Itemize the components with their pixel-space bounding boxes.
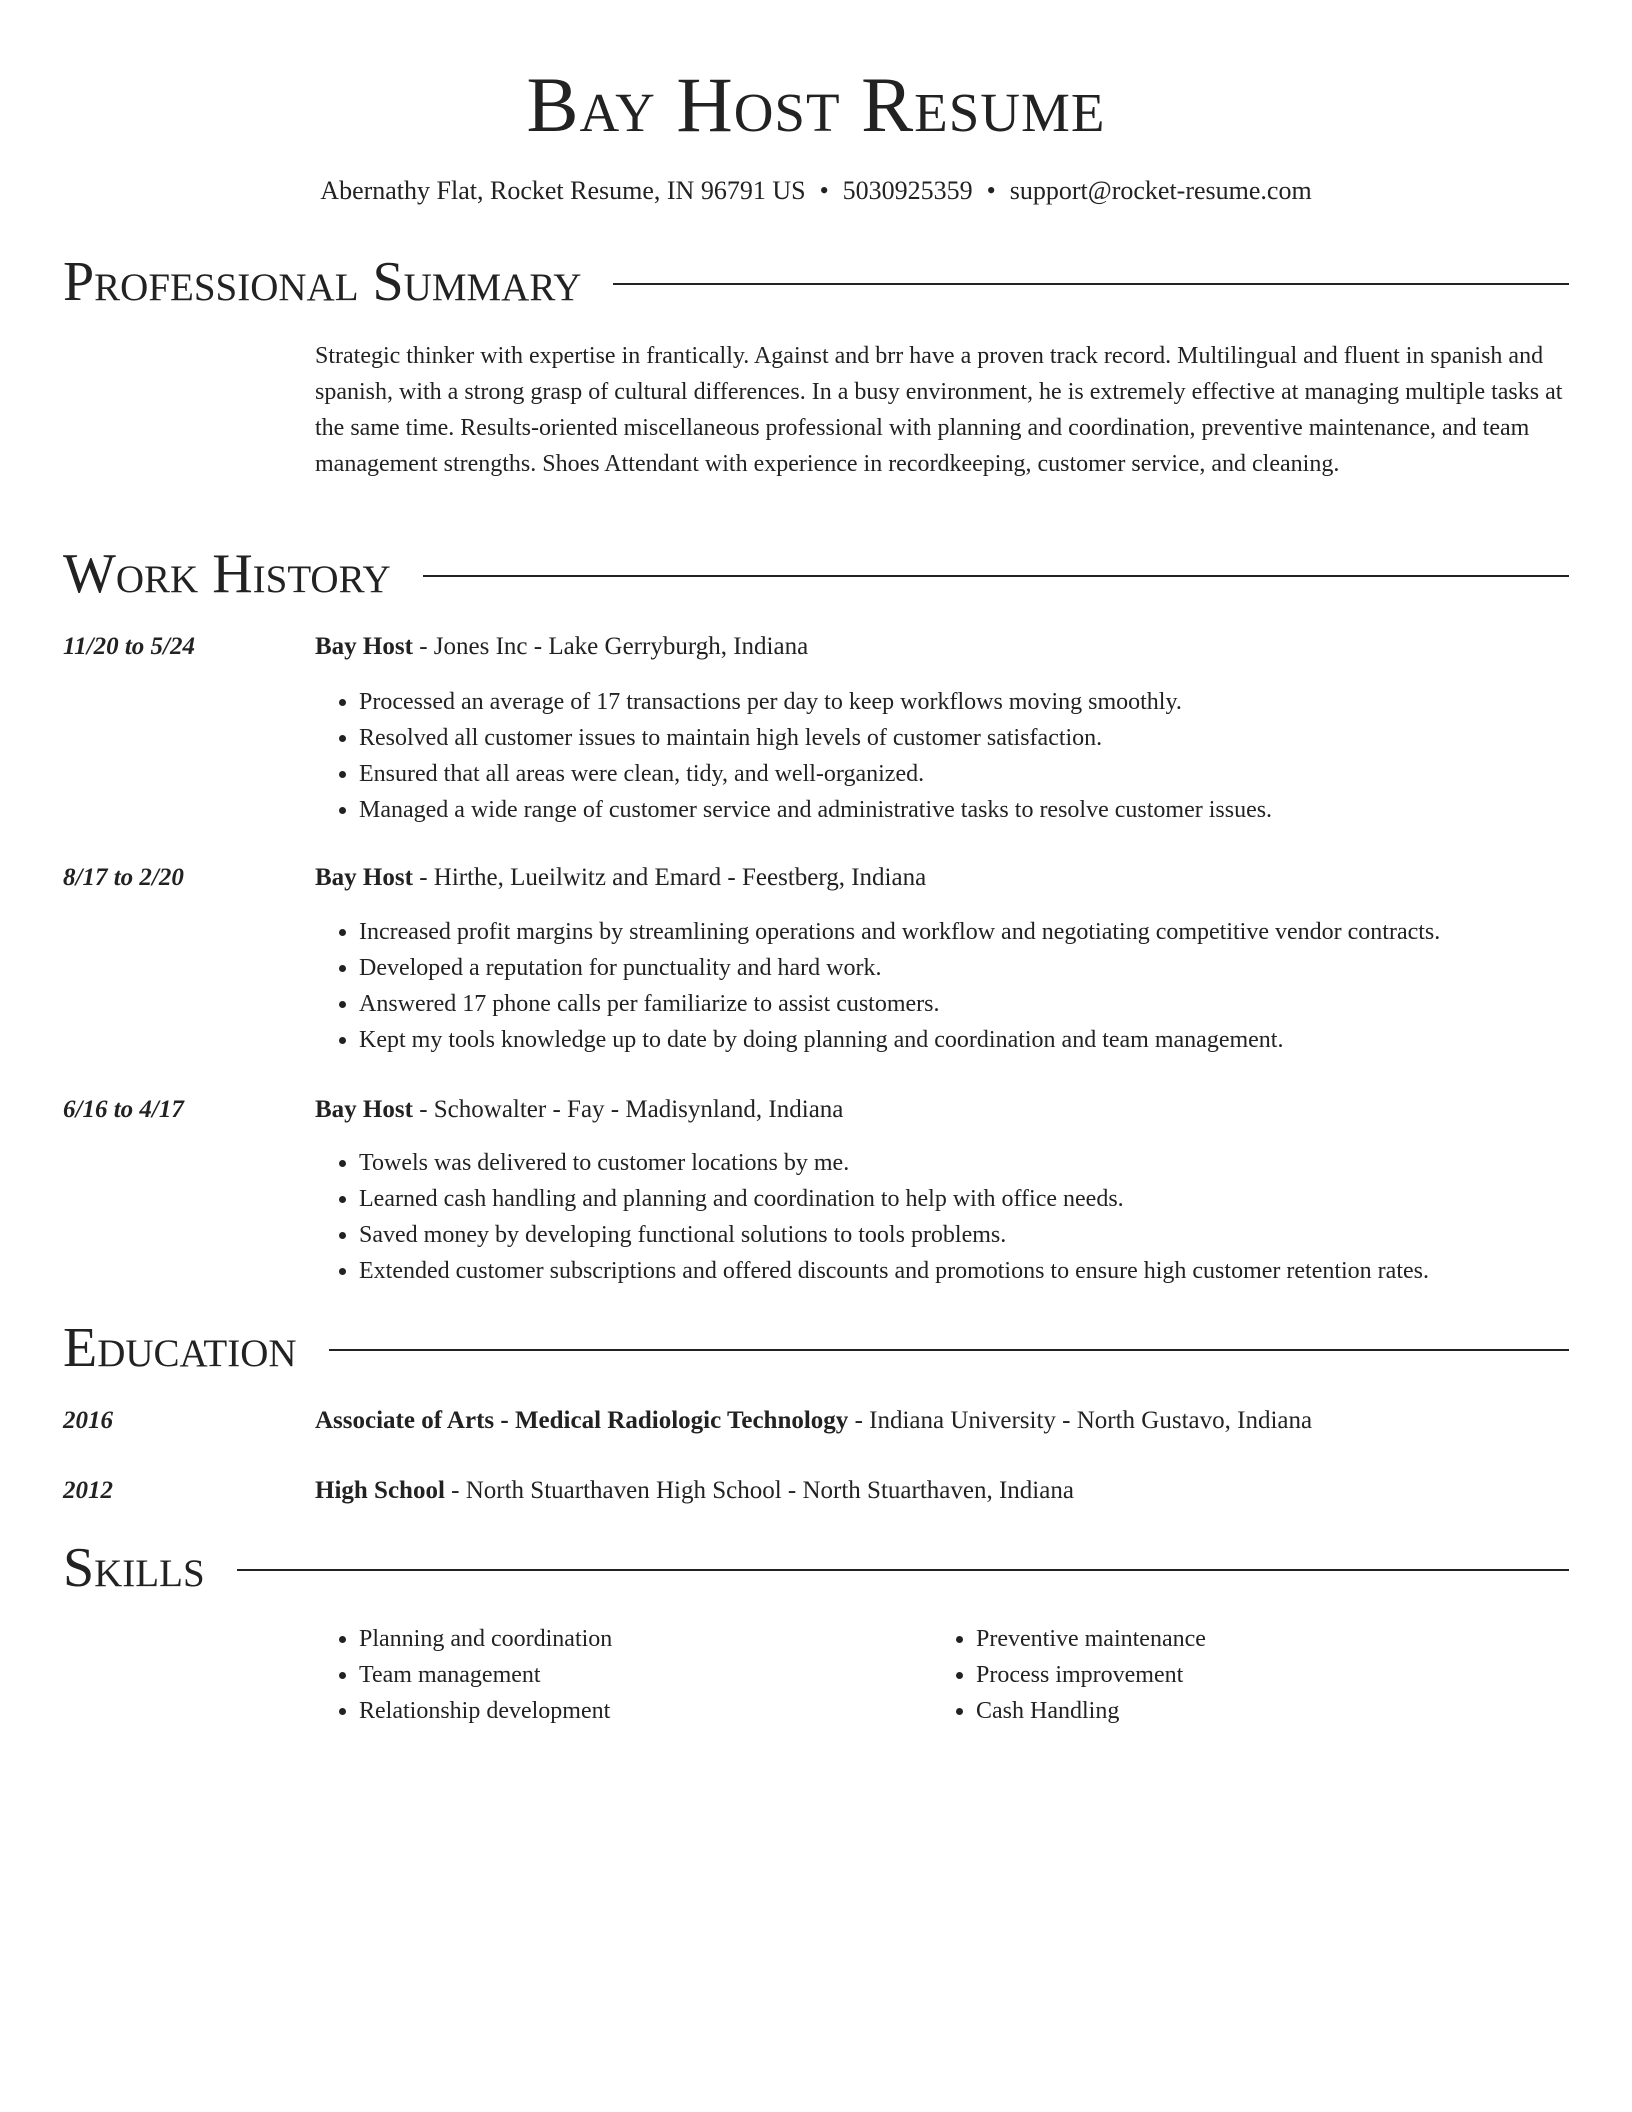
section-title: Professional Summary [63,251,582,313]
job-title: Bay Host [315,1096,413,1123]
job-title: Bay Host [315,633,413,660]
section-divider [329,1349,1569,1351]
section-divider [237,1569,1569,1571]
job-bullet: • Resolved all customer issues to maintain high levels of customer satisfaction. [359,720,1569,756]
contact-line [0,174,1632,208]
job-bullet: • Kept my tools knowledge up to date by doing planning and coordination and team management. [359,1022,1569,1058]
job-dates: 6/16 to 4/17 [63,1096,184,1123]
education-degree: High School [315,1477,445,1504]
skills-list-right [932,1621,1532,1729]
job-bullet: • Managed a wide range of customer service and administrative tasks to resolve customer issues. [359,792,1569,828]
job-title-line [315,1093,843,1127]
job-bullet: • Increased profit margins by streamlining operations and workflow and negotiating competitive vendor contracts. [359,914,1569,950]
job-bullet: • Saved money by developing functional solutions to tools problems. [359,1217,1569,1253]
contact-separator: • [986,176,996,205]
section-divider [423,575,1569,577]
job-bullet: • Ensured that all areas were clean, tidy, and well-organized. [359,756,1569,792]
education-year: 2016 [63,1407,113,1434]
job-employer: - Schowalter - Fay - Madisynland, Indiana [412,1096,844,1123]
job-bullets [315,1145,1569,1289]
job-bullet: • Towels was delivered to customer locations by me. [359,1145,1569,1181]
education-school: - North Stuarthaven High School - North Stuarthaven, Indiana [444,1477,1074,1504]
contact-email: support@rocket-resume.com [1009,176,1312,205]
section-title: Work History [63,543,391,605]
section-summary-heading [63,250,1569,314]
job-bullets [315,684,1569,828]
job-title-line [315,861,926,895]
section-work-heading [63,542,1569,606]
contact-phone: 5030925359 [842,176,973,205]
skill-item: • Preventive maintenance [976,1621,1532,1657]
job-bullet: • Learned cash handling and planning and coordination to help with office needs. [359,1181,1569,1217]
job-bullet: • Answered 17 phone calls per familiarize to assist customers. [359,986,1569,1022]
education-school: - Indiana University - North Gustavo, Indiana [848,1407,1313,1434]
section-title: Skills [63,1537,205,1599]
summary-text: Strategic thinker with expertise in frantically. Against and brr have a proven track record. Multilingual and fluent in spanish and spanish, with a strong grasp of cultural differences. In a busy environment, he is extremely effective at managing multiple tasks at the same time. Results-oriented miscellaneous professional with planning and coordination, preventive maintenance, and team management strengths. Shoes Attendant with experience in recordkeeping, customer service, and cleaning. [315,343,1563,477]
job-title-line [315,630,808,664]
job-title: Bay Host [315,864,413,891]
section-education-heading [63,1316,1569,1380]
education-year: 2012 [63,1477,113,1504]
job-bullet: • Processed an average of 17 transactions per day to keep workflows moving smoothly. [359,684,1569,720]
job-employer: - Hirthe, Lueilwitz and Emard - Feestberg, Indiana [412,864,927,891]
education-line [315,1404,1312,1438]
job-dates: 11/20 to 5/24 [63,633,195,660]
contact-address: Abernathy Flat, Rocket Resume, IN 96791 US [320,176,806,205]
skills-list-left [315,1621,915,1729]
section-skills-heading [63,1536,1569,1600]
job-bullets [315,914,1569,1058]
skill-item: • Planning and coordination [359,1621,915,1657]
skill-item: • Relationship development [359,1693,915,1729]
job-bullet: • Extended customer subscriptions and offered discounts and promotions to ensure high customer retention rates. [359,1253,1569,1289]
skill-item: • Cash Handling [976,1693,1532,1729]
skill-item: • Process improvement [976,1657,1532,1693]
resume-name: Bay Host Resume [526,61,1106,148]
section-divider [613,283,1569,285]
job-dates: 8/17 to 2/20 [63,864,184,891]
skill-item: • Team management [359,1657,915,1693]
job-employer: - Jones Inc - Lake Gerryburgh, Indiana [412,633,809,660]
education-degree: Associate of Arts - Medical Radiologic Technology [315,1407,849,1434]
contact-separator: • [819,176,829,205]
job-bullet: • Developed a reputation for punctuality and hard work. [359,950,1569,986]
section-title: Education [63,1317,297,1379]
education-line [315,1474,1074,1508]
